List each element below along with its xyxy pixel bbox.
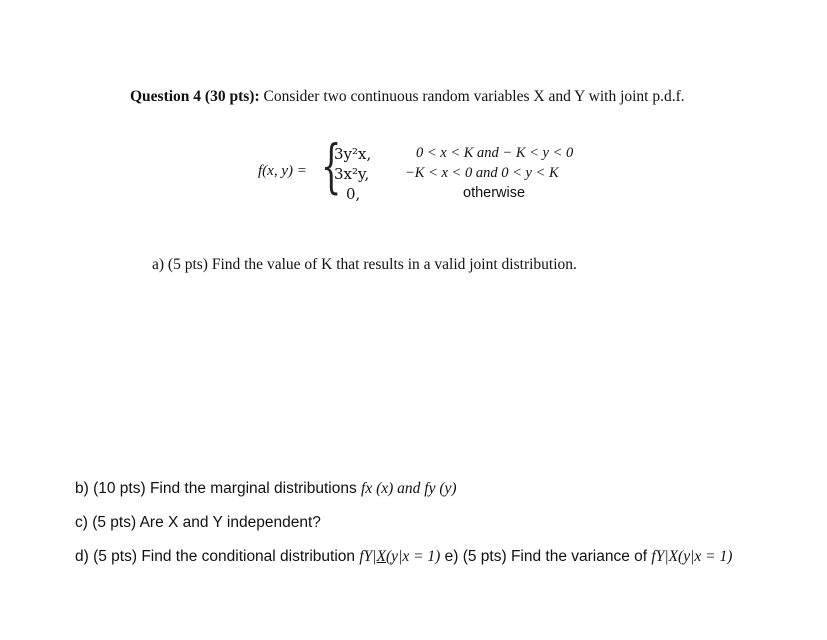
part-d-text: d) (5 pts) Find the conditional distribution [75, 548, 360, 565]
part-d-math-underlined: X( [376, 548, 392, 565]
question-heading: Question 4 (30 pts): [130, 88, 260, 105]
case-expr-3: 0, [346, 185, 361, 203]
part-b-text: b) (10 pts) Find the marginal distributions [75, 480, 362, 497]
case-expr-2: 3x²y, [334, 165, 370, 183]
question-line [130, 88, 685, 106]
part-d-math-2: y|x = 1) [391, 548, 441, 565]
left-brace: { [321, 132, 342, 200]
case-cond-2: −K < x < 0 and 0 < y < K [405, 165, 559, 181]
case-expr-1: 3y²x, [334, 145, 372, 163]
part-e-text: e) (5 pts) Find the variance of [440, 548, 652, 565]
part-e-math: fY|X(y|x = 1) [651, 548, 733, 565]
part-c: c) (5 pts) Are X and Y independent? [75, 514, 321, 531]
pdf-lhs: f(x, y) = [258, 163, 307, 179]
question-text: Consider two continuous random variables X and Y with joint p.d.f. [263, 88, 685, 105]
part-d-math-1: fY| [359, 548, 377, 565]
part-d-e [75, 548, 732, 566]
case-cond-3: otherwise [463, 185, 526, 201]
case-cond-1: 0 < x < K and − K < y < 0 [416, 145, 574, 161]
part-b [75, 480, 457, 498]
part-a: a) (5 pts) Find the value of K that results in a valid joint distribution. [152, 256, 577, 273]
part-b-math: fx (x) and fy (y) [361, 480, 457, 497]
